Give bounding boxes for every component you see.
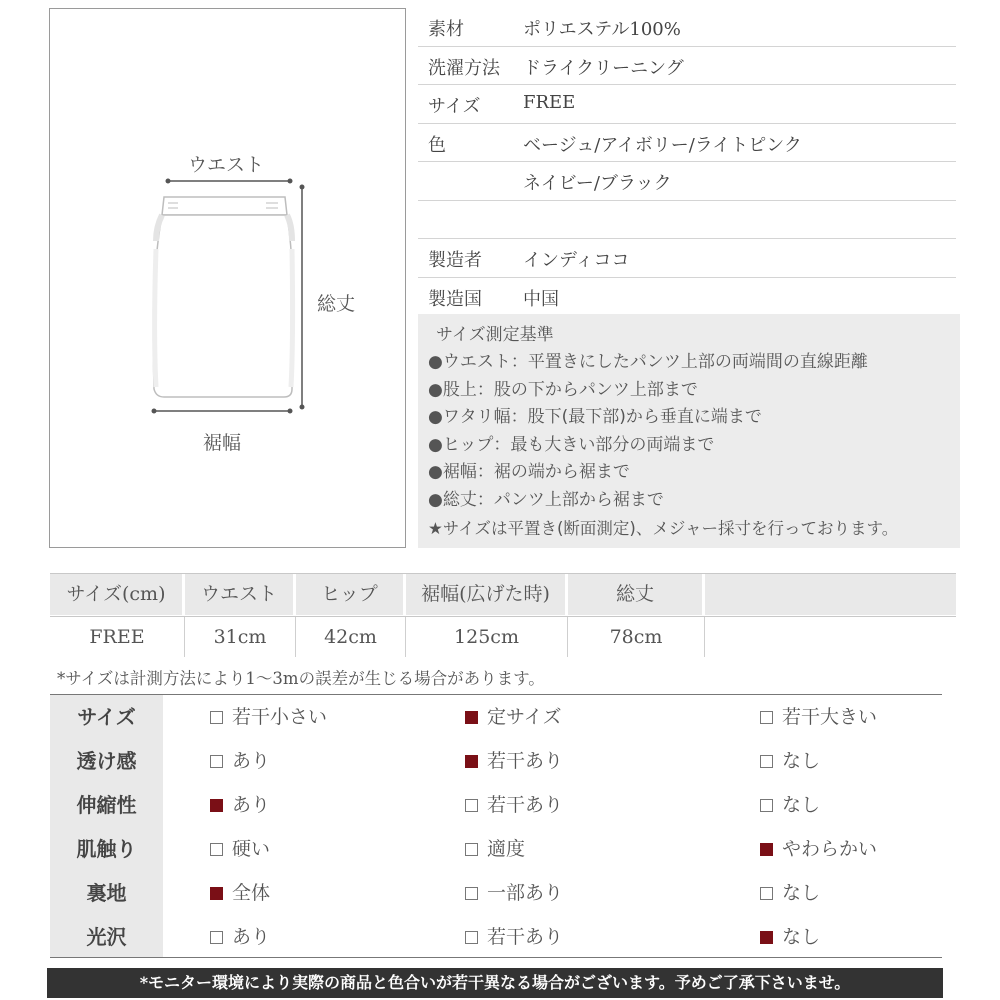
checkbox-icon — [465, 843, 478, 856]
fit-option — [465, 739, 563, 783]
header-cell: 裾幅(広げた時) — [406, 574, 568, 615]
fit-option-label: 一部あり — [487, 882, 564, 904]
spec-value: ドライクリーニング — [523, 57, 684, 79]
fit-label: 透け感 — [76, 749, 137, 773]
spec-key: 色 — [428, 134, 446, 156]
checkbox-icon — [210, 931, 223, 944]
fit-option-label: あり — [232, 750, 271, 772]
fit-option-label: やわらかい — [782, 838, 878, 860]
fit-option-label: 若干大きい — [782, 706, 878, 728]
fit-option — [465, 827, 525, 871]
fit-option-label: なし — [782, 794, 821, 816]
fit-option — [465, 915, 563, 959]
size-cell: 42cm — [296, 617, 406, 657]
fit-option-label: あり — [232, 926, 271, 948]
fit-label: サイズ — [77, 705, 136, 729]
spec-key: 製造国 — [428, 288, 482, 310]
fit-label: 伸縮性 — [76, 793, 137, 817]
spec-key: 素材 — [428, 19, 464, 40]
checkbox-checked-icon — [760, 843, 773, 856]
size-tolerance-note: *サイズは計測方法により1〜3mの誤差が生じる場合があります。 — [57, 669, 545, 688]
checkbox-icon — [465, 887, 478, 900]
fit-option-label: なし — [782, 926, 821, 948]
spec-row-manufacturer — [418, 239, 956, 278]
checkbox-icon — [465, 931, 478, 944]
note-line: ●ヒップ：最も大きい部分の両端まで — [428, 434, 715, 455]
fit-row-lining — [50, 871, 942, 915]
size-cell: 125cm — [406, 617, 568, 657]
note-line: ●ワタリ幅：股下(最下部)から垂直に端まで — [428, 407, 762, 428]
fit-row-texture — [50, 827, 942, 871]
fit-option — [465, 783, 563, 827]
size-cell — [705, 617, 956, 657]
checkbox-checked-icon — [465, 755, 478, 768]
header-cell: 総丈 — [568, 574, 705, 615]
fit-row-sheerness — [50, 739, 942, 783]
fit-option — [210, 783, 270, 827]
checkbox-checked-icon — [210, 887, 223, 900]
fit-option — [465, 871, 563, 915]
fit-option-label: 定サイズ — [487, 706, 562, 728]
spec-key: サイズ — [428, 96, 481, 117]
size-cell: 31cm — [185, 617, 296, 657]
fit-option-label: なし — [782, 882, 821, 904]
spec-value: ポリエステル100% — [523, 19, 681, 40]
spec-list — [418, 8, 956, 316]
skirt-diagram — [49, 8, 406, 548]
checkbox-icon — [465, 799, 478, 812]
fit-row-stretch — [50, 783, 942, 827]
fit-option-label: 若干あり — [487, 926, 564, 948]
fit-option-label: 若干小さい — [232, 706, 328, 728]
fit-option-label: 若干あり — [487, 794, 564, 816]
checkbox-icon — [210, 711, 223, 724]
checkbox-icon — [760, 799, 773, 812]
fit-option — [465, 695, 561, 739]
note-line: ●裾幅：裾の端から裾まで — [428, 462, 630, 483]
fit-row-gloss — [50, 915, 942, 959]
length-label: 総丈 — [317, 293, 356, 315]
fit-option — [760, 739, 820, 783]
header-cell — [705, 574, 956, 615]
fit-option — [760, 827, 877, 871]
spec-row-country — [418, 278, 956, 317]
checkbox-icon — [760, 755, 773, 768]
size-cell: FREE — [50, 617, 185, 657]
spec-row-color — [418, 124, 956, 163]
fit-option — [210, 827, 270, 871]
checkbox-icon — [210, 843, 223, 856]
checkbox-checked-icon — [760, 931, 773, 944]
spec-value: FREE — [523, 92, 576, 113]
fit-option — [210, 739, 270, 783]
fit-row-size — [50, 695, 942, 739]
checkbox-icon — [760, 887, 773, 900]
fit-option — [210, 871, 270, 915]
note-line: ●股上：股の下からパンツ上部まで — [428, 379, 698, 400]
fit-table — [50, 694, 942, 958]
fit-option — [760, 871, 820, 915]
waist-label: ウエスト — [188, 154, 265, 176]
note-line: ●ウエスト：平置きにしたパンツ上部の両端間の直線距離 — [428, 352, 868, 372]
header-cell: サイズ(cm) — [50, 574, 185, 615]
checkbox-icon — [760, 711, 773, 724]
spec-value: ベージュ/アイボリー/ライトピンク — [523, 134, 802, 156]
size-table-header — [50, 574, 956, 615]
note-line: ●総丈：パンツ上部から裾まで — [428, 489, 664, 510]
spec-row-empty — [418, 201, 956, 240]
hem-label: 裾幅 — [203, 432, 242, 454]
spec-value: ネイビー/ブラック — [523, 173, 672, 194]
fit-label: 肌触り — [76, 837, 137, 861]
spec-key: 洗濯方法 — [428, 57, 500, 79]
notes-title: サイズ測定基準 — [436, 325, 554, 345]
fit-option-label: 全体 — [232, 882, 271, 904]
header-cell: ウエスト — [185, 574, 296, 615]
fit-option-label: あり — [232, 794, 271, 816]
fit-option — [760, 783, 820, 827]
checkbox-checked-icon — [210, 799, 223, 812]
fit-option — [210, 695, 327, 739]
spec-row-size — [418, 85, 956, 124]
size-table — [50, 573, 956, 657]
monitor-disclaimer-bar: *モニター環境により実際の商品と色合いが若干異なる場合がございます。予めご了承下さいませ。 — [47, 968, 943, 998]
fit-option — [210, 915, 270, 959]
size-cell: 78cm — [568, 617, 705, 657]
fit-option-label: 若干あり — [487, 750, 564, 772]
size-table-row — [50, 616, 956, 657]
note-line: ★サイズは平置き(断面測定)、メジャー採寸を行っております。 — [428, 518, 899, 538]
fit-label: 光沢 — [86, 925, 127, 949]
fit-option — [760, 695, 877, 739]
skirt-illustration — [50, 9, 407, 549]
checkbox-icon — [210, 755, 223, 768]
fit-option-label: なし — [782, 750, 821, 772]
size-measurement-notes — [418, 314, 960, 548]
spec-row-washing — [418, 47, 956, 86]
spec-key: 製造者 — [428, 250, 482, 271]
fit-option-label: 硬い — [232, 838, 271, 860]
header-cell: ヒップ — [296, 574, 406, 615]
fit-option — [760, 915, 820, 959]
fit-option-label: 適度 — [487, 838, 526, 860]
spec-row-material — [418, 8, 956, 47]
fit-label: 裏地 — [86, 881, 127, 905]
spec-value: 中国 — [523, 288, 559, 310]
spec-row-color-2 — [418, 162, 956, 201]
spec-value: インディココ — [523, 250, 630, 271]
checkbox-checked-icon — [465, 711, 478, 724]
